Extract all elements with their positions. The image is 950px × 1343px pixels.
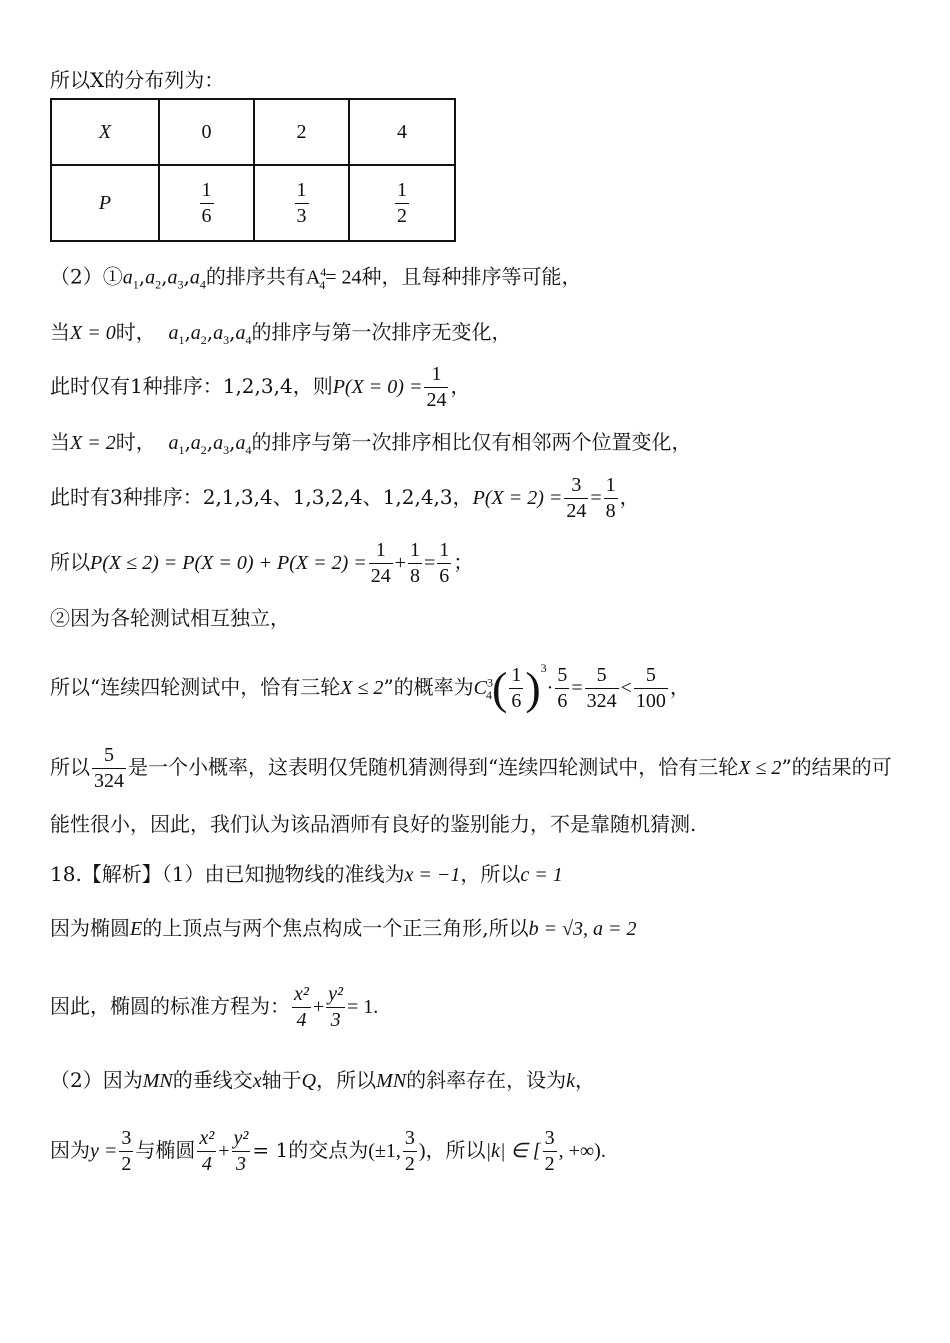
text-line: 因此，椭圆的标准方程为： $\frac{\text{x²}}{4}$ + $\frac{\text{y²}}{3}$ = 1. bbox=[50, 983, 379, 1031]
text-line: $(2)①a_1,a_2,a_3,a_4$的排序共有$A^4_4= 24$种，且每种排序等可能， bbox=[50, 264, 582, 292]
text-line: 18.【解析】（1）由已知抛物线的准线为x = −1，所以c = 1 bbox=[50, 862, 563, 886]
text-line: （2）因为MN的垂线交x轴于Q，所以MN的斜率存在，设为k， bbox=[50, 1068, 595, 1092]
table-cell: 4 bbox=[349, 99, 455, 165]
text-line: 此时仅有1种排序：1,2,3,4，则P(X = 0) = $\frac{1}{24}$ ， bbox=[50, 363, 471, 411]
text-line: 所以P(X ≤ 2) = P(X = 0) + P(X = 2) = $\frac{1}{24}$ + $\frac{1}{8}$ = $\frac{1}{6}$ ； bbox=[50, 539, 474, 587]
table-cell-header: P bbox=[51, 165, 159, 241]
text-line: 此时有3种排序：2,1,3,4、1,3,2,4、1,2,4,3，P(X = 2) = $\frac{3}{24}$ = $\frac{1}{8}$ ， bbox=[50, 474, 640, 522]
text-line: ②因为各轮测试相互独立， bbox=[50, 606, 290, 630]
table-cell-header: X bbox=[51, 99, 159, 165]
table-cell: $\frac{1}{2}$ bbox=[349, 165, 455, 241]
text-line: 所以 $\frac{5}{324}$ 是一个小概率，这表明仅凭随机猜测得到“连续四轮测试中，恰有三轮X ≤ 2”的结果的可 bbox=[50, 744, 892, 792]
distribution-table bbox=[50, 98, 456, 242]
table-cell: $\frac{1}{3}$ bbox=[254, 165, 349, 241]
text-line: 因为椭圆E的上顶点与两个焦点构成一个正三角形,所以b = √3, a = 2 bbox=[50, 916, 637, 940]
text-line: 当X = 0时， $a_1,a_2,a_3,a_4$的排序与第一次排序无变化， bbox=[50, 320, 512, 347]
text-line: 所以“连续四轮测试中，恰有三轮X ≤ 2”的概率为$C^3_4$( $\frac{1}{6}$ )$^3$· $\frac{5}{6}$ = $\frac{5}{324}$ < $\frac{5}{100}$ ， bbox=[50, 661, 690, 714]
text-line: 当X = 2时， $a_1,a_2,a_3,a_4$的排序与第一次排序相比仅有相邻两个位置变化， bbox=[50, 430, 692, 457]
table-row-p bbox=[51, 165, 455, 241]
text-line: 能性很小，因此，我们认为该品酒师有良好的鉴别能力，不是靠随机猜测. bbox=[50, 812, 697, 836]
distribution-intro: 所以X的分布列为： bbox=[50, 68, 225, 92]
table-cell: 2 bbox=[254, 99, 349, 165]
table-row-x bbox=[51, 99, 455, 165]
text-line: 因为y = $\frac{3}{2}$ 与椭圆 $\frac{\text{x²}}{4}$ + $\frac{\text{y²}}{3}$ = 1的交点为(±1, $\frac{3}{2}$ )，所以|k| ∈ [ $\frac{3}{2}$ , +∞). bbox=[50, 1127, 606, 1175]
table-cell: 0 bbox=[159, 99, 254, 165]
table-cell: $\frac{1}{6}$ bbox=[159, 165, 254, 241]
